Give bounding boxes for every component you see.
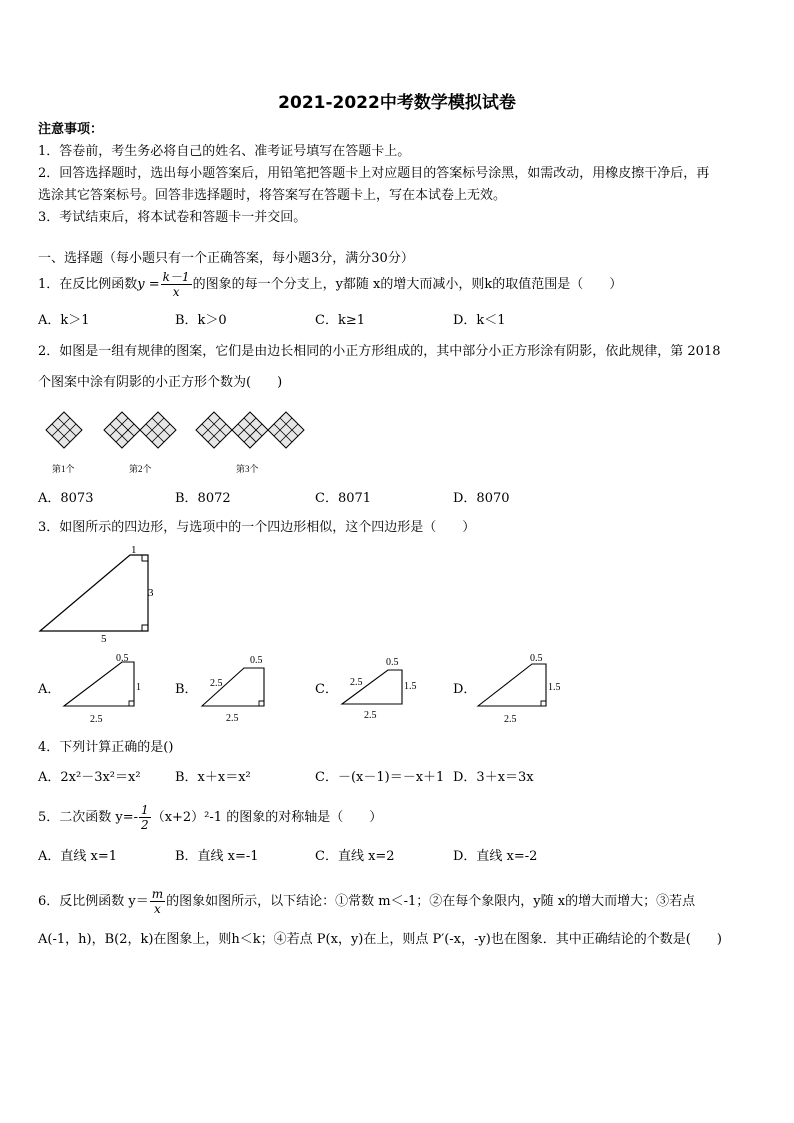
- label-top: 0.5: [116, 653, 129, 664]
- label-top: 0.5: [530, 653, 543, 664]
- option-a[interactable]: A．8073: [38, 491, 94, 506]
- option-a-letter[interactable]: A．: [38, 682, 61, 697]
- label-slant: 2.5: [350, 677, 363, 688]
- fraction-denominator: x: [154, 902, 161, 916]
- pattern-caption-2: 第2个: [129, 464, 152, 474]
- question-4: 4．下列计算正确的是(): [38, 740, 174, 755]
- option-b-quadrilateral[interactable]: [200, 650, 290, 725]
- label-top: 1: [131, 545, 137, 556]
- question-2-line-2: 个图案中涂有阴影的小正方形个数为( ): [38, 375, 283, 390]
- question-2-pattern-figure: [38, 403, 318, 479]
- option-d[interactable]: D．直线 x=-2: [453, 849, 538, 864]
- option-a[interactable]: A．直线 x=1: [38, 849, 118, 864]
- page-title: 2021-2022中考数学模拟试卷: [278, 93, 516, 113]
- question-1-lhs: y =: [137, 277, 160, 292]
- label-bottom: 2.5: [504, 714, 517, 725]
- question-5-options: [38, 846, 758, 868]
- label-side: 1.5: [404, 681, 417, 692]
- pattern-2: [104, 412, 176, 448]
- option-b[interactable]: B．直线 x=-1: [175, 849, 259, 864]
- fraction-numerator: k－1: [162, 270, 190, 284]
- notice-item: 3．考试结束后，将本试卷和答题卡一并交回。: [38, 210, 307, 225]
- pattern-caption-1: 第1个: [52, 464, 75, 474]
- question-1: [38, 270, 622, 299]
- section-heading: 一、选择题（每小题只有一个正确答案，每小题3分，满分30分）: [38, 251, 414, 266]
- option-a[interactable]: A．k＞1: [38, 313, 90, 328]
- fraction-denominator: x: [172, 285, 180, 299]
- label-side: 1: [136, 682, 141, 693]
- notice-heading: 注意事项：: [38, 122, 104, 137]
- notice-item: 1．答卷前，考生务必将自己的姓名、准考证号填写在答题卡上。: [38, 144, 411, 159]
- label-side: 1.5: [548, 682, 561, 693]
- option-d-quadrilateral[interactable]: [476, 650, 576, 725]
- option-d[interactable]: D．k＜1: [453, 313, 506, 328]
- option-c[interactable]: C．－(x－1)＝－x＋1: [315, 770, 445, 785]
- question-5: [38, 803, 382, 832]
- option-b[interactable]: B．k＞0: [175, 313, 227, 328]
- option-c-letter[interactable]: C．: [315, 682, 338, 697]
- question-6-suffix: 的图象如图所示，以下结论：①常数 m＜-1；②在每个象限内，y随 x的增大而增大；③若点: [166, 894, 696, 909]
- question-6-prefix: 6．反比例函数 y＝: [38, 894, 149, 909]
- option-b-letter[interactable]: B．: [175, 682, 198, 697]
- fraction: [161, 270, 192, 299]
- option-d[interactable]: D．3＋x＝3x: [453, 770, 534, 785]
- question-3: 3．如图所示的四边形，与选项中的一个四边形相似，这个四边形是（ ）: [38, 520, 476, 535]
- fraction-numerator: 1: [141, 803, 149, 817]
- fraction: [139, 803, 151, 832]
- label-bottom: 2.5: [90, 714, 103, 725]
- option-b[interactable]: B．8072: [175, 491, 231, 506]
- option-c-quadrilateral[interactable]: [338, 652, 428, 724]
- question-6-line-2: A(-1，h)，B(2，k)在图象上，则h＜k；④若点 P(x，y)在上，则点 P′(-x，-y)也在图象．其中正确结论的个数是( ): [38, 932, 722, 947]
- option-c[interactable]: C．k≥1: [315, 313, 365, 328]
- option-c[interactable]: C．直线 x=2: [315, 849, 395, 864]
- question-2-options: [38, 488, 758, 510]
- label-bottom: 2.5: [364, 710, 377, 721]
- pattern-1: [46, 412, 82, 448]
- notice-item: 2．回答选择题时，选出每小题答案后，用铅笔把答题卡上对应题目的答案标号涂黑，如需改动，用橡皮擦干净后，再: [38, 166, 710, 181]
- question-1-suffix: 的图象的每一个分支上，y都随 x的增大而减小，则k的取值范围是（ ）: [192, 277, 623, 292]
- option-c[interactable]: C．8071: [315, 491, 372, 506]
- question-1-options: [38, 310, 758, 332]
- fraction-denominator: 2: [141, 818, 149, 832]
- question-4-options: [38, 767, 758, 789]
- label-bottom: 2.5: [226, 713, 239, 724]
- fraction-numerator: m: [151, 887, 164, 901]
- question-5-suffix: （x+2）²-1 的图象的对称轴是（ ）: [151, 810, 383, 825]
- question-2-line-1: 2．如图是一组有规律的图案，它们是由边长相同的小正方形组成的，其中部分小正方形涂有阴影，依此规律，第 2018: [38, 344, 721, 359]
- label-bottom: 5: [101, 633, 107, 645]
- question-3-main-quadrilateral: [36, 545, 166, 645]
- label-side: 3: [148, 587, 154, 599]
- option-d[interactable]: D．8070: [453, 491, 510, 506]
- question-5-prefix: 5．二次函数 y=-: [38, 810, 139, 825]
- label-top: 0.5: [250, 655, 263, 666]
- pattern-caption-3: 第3个: [236, 464, 259, 474]
- notice-item: 选涂其它答案标号。回答非选择题时，将答案写在答题卡上，写在本试卷上无效。: [38, 188, 507, 203]
- label-top: 0.5: [386, 657, 399, 668]
- question-1-prefix: 1．在反比例函数: [38, 277, 138, 292]
- pattern-3: [196, 412, 304, 448]
- option-b[interactable]: B．x＋x＝x²: [175, 770, 251, 785]
- option-d-letter[interactable]: D．: [453, 682, 477, 697]
- label-slant: 2.5: [210, 678, 223, 689]
- option-a[interactable]: A．2x²－3x²＝x²: [38, 770, 141, 785]
- fraction: [150, 887, 165, 916]
- question-6-line-1: [38, 887, 695, 916]
- option-a-quadrilateral[interactable]: [60, 650, 148, 725]
